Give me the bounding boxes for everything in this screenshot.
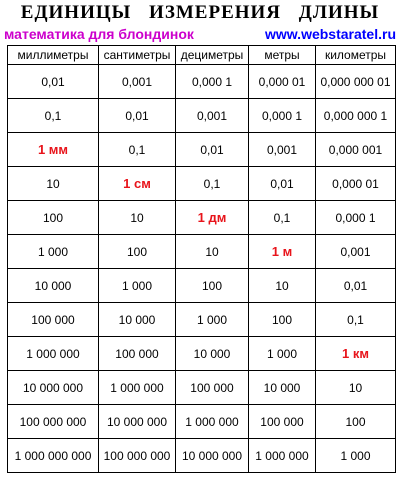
table-cell: 0,000 000 1: [316, 99, 396, 133]
table-cell: 0,01: [8, 65, 99, 99]
table-row: [8, 133, 396, 167]
table-row: [8, 99, 396, 133]
table-cell: 10 000 000: [176, 439, 249, 473]
table-row: [8, 201, 396, 235]
table-row: [8, 235, 396, 269]
table-cell: 10: [176, 235, 249, 269]
table-cell: 100 000: [176, 371, 249, 405]
table-cell: 100: [99, 235, 176, 269]
table-cell: 1 000: [176, 303, 249, 337]
table-cell: 1 000 000: [99, 371, 176, 405]
page-title: ЕДИНИЦЫ ИЗМЕРЕНИЯ ДЛИНЫ: [20, 2, 380, 23]
table-cell: 0,000 01: [249, 65, 316, 99]
table-row: [8, 371, 396, 405]
table-cell: 1 000: [249, 337, 316, 371]
table-cell: 100 000 000: [8, 405, 99, 439]
table-cell: 0,000 01: [316, 167, 396, 201]
table-cell: 10 000 000: [99, 405, 176, 439]
table-row: [8, 269, 396, 303]
header-millimeters: миллиметры: [8, 46, 99, 65]
table-cell: 10 000 000: [8, 371, 99, 405]
table-cell: 100 000: [249, 405, 316, 439]
table-cell: 1 000: [99, 269, 176, 303]
table-cell: 0,1: [176, 167, 249, 201]
table-cell: 0,01: [316, 269, 396, 303]
table-cell: 100: [8, 201, 99, 235]
table-cell: 10: [249, 269, 316, 303]
header-kilometers: километры: [316, 46, 396, 65]
table-header-row: [8, 46, 396, 65]
table-row: [8, 337, 396, 371]
subtitle-row: [4, 25, 396, 43]
table-cell: 0,001: [316, 235, 396, 269]
table-cell: 100: [316, 405, 396, 439]
table-cell: 10 000: [176, 337, 249, 371]
table-cell: 100 000: [8, 303, 99, 337]
table-cell: 10 000: [249, 371, 316, 405]
table-cell: 0,000 1: [176, 65, 249, 99]
table-cell: 100: [249, 303, 316, 337]
table-cell: 100 000: [99, 337, 176, 371]
table-cell: 1 000: [316, 439, 396, 473]
table-row: [8, 167, 396, 201]
table-cell: 0,000 001: [316, 133, 396, 167]
table-cell: 10: [99, 201, 176, 235]
units-table: [7, 45, 396, 473]
table-cell: 0,000 000 01: [316, 65, 396, 99]
table-cell: 0,001: [249, 133, 316, 167]
table-cell: 1 000: [8, 235, 99, 269]
table-cell: 10 000: [8, 269, 99, 303]
table-cell: 1 м: [249, 235, 316, 269]
table-cell: 100: [176, 269, 249, 303]
table-cell: 10: [316, 371, 396, 405]
table-cell: 0,000 1: [316, 201, 396, 235]
table-body: [8, 65, 396, 473]
table-cell: 0,01: [176, 133, 249, 167]
table-row: [8, 303, 396, 337]
table-cell: 1 дм: [176, 201, 249, 235]
table-cell: 0,1: [316, 303, 396, 337]
header-meters: метры: [249, 46, 316, 65]
table-cell: 0,01: [99, 99, 176, 133]
table-cell: 1 000 000: [176, 405, 249, 439]
site-url: www.webstaratel.ru: [265, 26, 396, 42]
table-cell: 10 000: [99, 303, 176, 337]
table-row: [8, 439, 396, 473]
table-cell: 10: [8, 167, 99, 201]
table-cell: 0,1: [249, 201, 316, 235]
table-cell: 0,001: [176, 99, 249, 133]
table-row: [8, 65, 396, 99]
table-cell: 1 км: [316, 337, 396, 371]
table-cell: 1 мм: [8, 133, 99, 167]
table-cell: 0,1: [8, 99, 99, 133]
table-cell: 1 000 000: [249, 439, 316, 473]
table-cell: 0,001: [99, 65, 176, 99]
subtitle: математика для блондинок: [4, 26, 194, 42]
header-decimeters: дециметры: [176, 46, 249, 65]
table-cell: 1 000 000: [8, 337, 99, 371]
table-row: [8, 405, 396, 439]
table-cell: 1 см: [99, 167, 176, 201]
table-cell: 0,000 1: [249, 99, 316, 133]
table-cell: 0,1: [99, 133, 176, 167]
table-cell: 100 000 000: [99, 439, 176, 473]
table-cell: 0,01: [249, 167, 316, 201]
header-centimeters: сантиметры: [99, 46, 176, 65]
table-cell: 1 000 000 000: [8, 439, 99, 473]
